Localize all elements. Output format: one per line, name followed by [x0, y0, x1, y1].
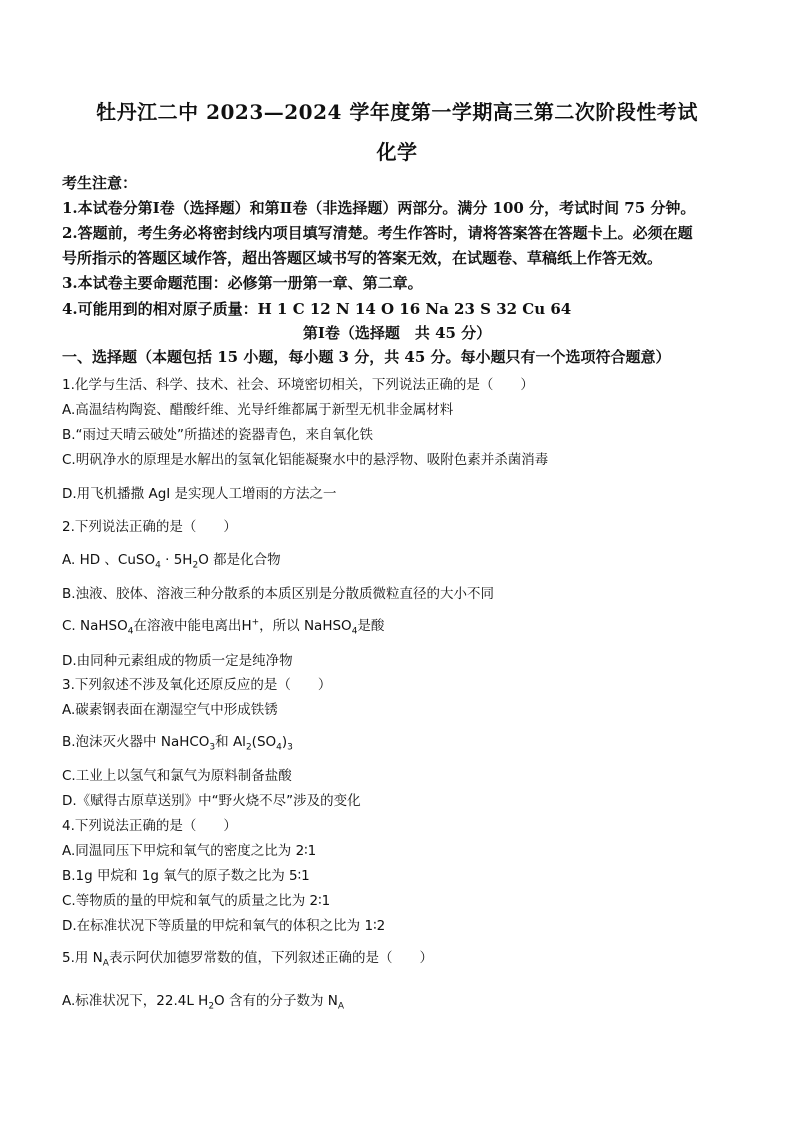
- notice-item: 1.本试卷分第Ⅰ卷（选择题）和第Ⅱ卷（非选择题）两部分。满分 100 分，考试时间 75 分钟。: [62, 199, 696, 217]
- option-b: B.“雨过天晴云破处”所描述的瓷器青色，来自氧化铁: [62, 427, 374, 443]
- option-a: A.标准状况下，22.4L $H_2O$ 含有的分子数为 $N_A$: [62, 993, 345, 1012]
- question-stem: 2.下列说法正确的是（ ）: [62, 519, 237, 535]
- option-a: A.碳素钢表面在潮湿空气中形成铁锈: [62, 702, 278, 718]
- notice-item: 4.可能用到的相对原子质量：H 1 C 12 N 14 O 16 Na 23 S 32 Cu 64: [62, 300, 572, 318]
- option-b: B.泡沫灭火器中 NaHCO$_3$和 $Al_2(SO_4)_3$: [62, 734, 293, 753]
- part-title: 第Ⅰ卷（选择题 共 45 分）: [302, 324, 492, 342]
- subject-title: 化学: [376, 140, 418, 164]
- notice-item: 号所指示的答题区域作答，超出答题区域书写的答案无效，在试题卷、草稿纸上作答无效。: [62, 249, 663, 267]
- option-a: A.同温同压下甲烷和氧气的密度之比为 2∶1: [62, 843, 317, 859]
- option-d: D.在标准状况下等质量的甲烷和氧气的体积之比为 1∶2: [62, 918, 386, 934]
- option-c: C. NaHSO$_4$在溶液中能电离出H+，所以 NaHSO$_4$是酸: [62, 617, 385, 637]
- notice-item: 3.本试卷主要命题范围：必修第一册第一章、第二章。: [62, 274, 423, 292]
- option-b: B.1g 甲烷和 1g 氧气的原子数之比为 5∶1: [62, 868, 310, 884]
- option-d: D.《赋得古原草送别》中“野火烧不尽”涉及的变化: [62, 793, 361, 809]
- option-a: A.高温结构陶瓷、醋酸纤维、光导纤维都属于新型无机非金属材料: [62, 402, 454, 418]
- notice-heading: 考生注意：: [62, 174, 138, 192]
- question-stem: 3.下列叙述不涉及氧化还原反应的是（ ）: [62, 677, 332, 693]
- exam-title: 牡丹江二中 2023—2024 学年度第一学期高三第二次阶段性考试: [96, 100, 698, 124]
- option-d: D.由同种元素组成的物质一定是纯净物: [62, 653, 293, 669]
- option-b: B.浊液、胶体、溶液三种分散系的本质区别是分散质微粒直径的大小不同: [62, 586, 495, 602]
- option-c: C.工业上以氢气和氯气为原料制备盐酸: [62, 768, 292, 784]
- option-a: A. HD 、CuSO$_4$ · $5H_2O$ 都是化合物: [62, 552, 281, 571]
- notice-item: 2.答题前，考生务必将密封线内项目填写清楚。考生作答时，请将答案答在答题卡上。必须在题: [62, 224, 693, 242]
- question-stem: 4.下列说法正确的是（ ）: [62, 818, 237, 834]
- question-stem: 1.化学与生活、科学、技术、社会、环境密切相关，下列说法正确的是（ ）: [62, 377, 534, 393]
- option-d: D.用飞机播撒 AgI 是实现人工增雨的方法之一: [62, 486, 337, 502]
- section-heading: 一、选择题（本题包括 15 小题，每小题 3 分，共 45 分。每小题只有一个选项符合题意）: [62, 348, 671, 366]
- option-c: C.等物质的量的甲烷和氧气的质量之比为 2∶1: [62, 893, 331, 909]
- option-c: C.明矾净水的原理是水解出的氢氧化铝能凝聚水中的悬浮物、吸附色素并杀菌消毒: [62, 452, 549, 468]
- question-stem: 5.用 $N_A$表示阿伏加德罗常数的值，下列叙述正确的是（ ）: [62, 950, 433, 969]
